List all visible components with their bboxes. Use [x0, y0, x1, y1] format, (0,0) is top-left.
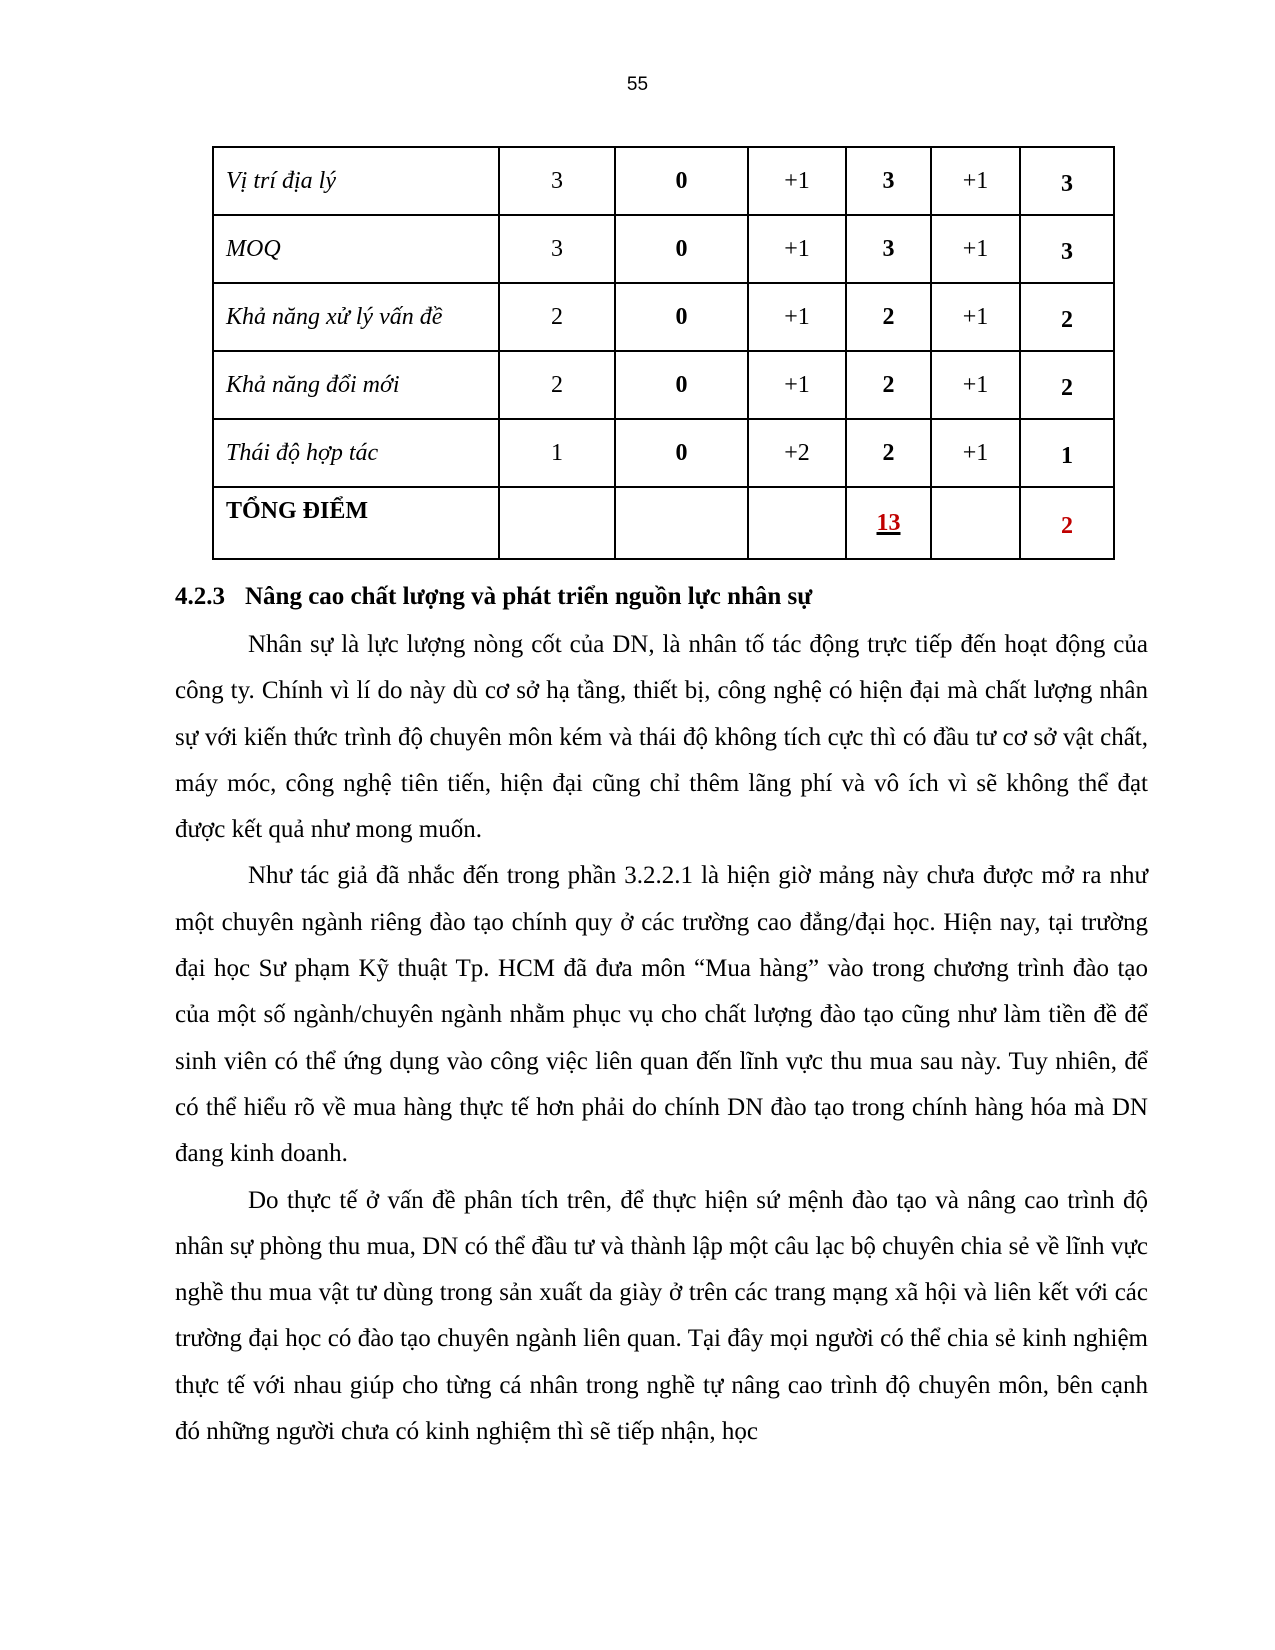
table-cell [499, 487, 615, 559]
table-cell: 2 [846, 283, 931, 351]
table-cell: 3 [846, 215, 931, 283]
table-cell: 0 [615, 283, 748, 351]
table-cell: 1 [1020, 419, 1114, 487]
total-score-cell [846, 487, 931, 559]
table-cell: +1 [931, 215, 1020, 283]
page-number: 55 [626, 74, 649, 95]
table-cell: +1 [748, 147, 846, 215]
table-cell [748, 487, 846, 559]
table-cell: +1 [931, 283, 1020, 351]
table-row [213, 351, 1114, 419]
table-cell: 2 [499, 351, 615, 419]
table-row [213, 419, 1114, 487]
table-cell: 3 [499, 215, 615, 283]
paragraph-2: Như tác giả đã nhắc đến trong phần 3.2.2.1 là hiện giờ mảng này chưa được mở ra như một chuyên ngành riêng đào tạo chính quy ở các trường cao đẳng/đại học. Hiện nay, tại trường đại học Sư phạm Kỹ thuật Tp. HCM đã đưa môn “Mua hàng” vào trong chương trình đào tạo của một số ngành/chuyên ngành nhằm phục vụ cho chất lượng đào tạo cũng như làm tiền đề để sinh viên có thể ứng dụng vào công việc liên quan đến lĩnh vực thu mua sau này. Tuy nhiên, để có thể hiểu rõ về mua hàng thực tế hơn phải do chính DN đào tạo trong chính hàng hóa mà DN đang kinh doanh. [175, 862, 1148, 1168]
section-heading [175, 583, 812, 611]
body-text [175, 622, 1148, 1455]
table-cell: +1 [748, 351, 846, 419]
table-cell [931, 487, 1020, 559]
table-cell: 3 [846, 147, 931, 215]
table-cell: 2 [499, 283, 615, 351]
table-cell: 0 [615, 215, 748, 283]
criterion-cell: MOQ [213, 215, 499, 283]
evaluation-table [212, 146, 1115, 560]
table-cell: 2 [1020, 283, 1114, 351]
table-cell: 2 [846, 351, 931, 419]
table-cell: 3 [499, 147, 615, 215]
table-cell [615, 487, 748, 559]
table-cell: +1 [748, 283, 846, 351]
total-score: 13 [876, 509, 901, 536]
table-cell: +2 [748, 419, 846, 487]
table-cell: +1 [748, 215, 846, 283]
table-cell: 2 [1020, 351, 1114, 419]
table-cell: 2 [846, 419, 931, 487]
total-row [213, 487, 1114, 559]
table-cell: 0 [615, 419, 748, 487]
paragraph-1: Nhân sự là lực lượng nòng cốt của DN, là nhân tố tác động trực tiếp đến hoạt động của công ty. Chính vì lí do này dù cơ sở hạ tầng, thiết bị, công nghệ có hiện đại mà chất lượng nhân sự với kiến thức trình độ chuyên môn kém và thái độ không tích cực thì có đầu tư cơ sở vật chất, máy móc, công nghệ tiên tiến, hiện đại cũng chỉ thêm lãng phí và vô ích vì sẽ không thể đạt được kết quả như mong muốn. [175, 631, 1148, 844]
criterion-cell: Vị trí địa lý [213, 147, 499, 215]
table-cell: +1 [931, 351, 1020, 419]
table-cell: 1 [499, 419, 615, 487]
criterion-cell: Khả năng đổi mới [213, 351, 499, 419]
section-title: Nâng cao chất lượng và phát triển nguồn lực nhân sự [245, 583, 813, 610]
table-cell: 0 [615, 147, 748, 215]
table-row [213, 147, 1114, 215]
table-row [213, 283, 1114, 351]
total-label: TỔNG ĐIỂM [213, 487, 499, 559]
table-cell: +1 [931, 147, 1020, 215]
criterion-cell: Khả năng xử lý vấn đề [213, 283, 499, 351]
table-cell: +1 [931, 419, 1020, 487]
table-cell: 0 [615, 351, 748, 419]
table-row [213, 215, 1114, 283]
table-cell: 3 [1020, 147, 1114, 215]
table-cell: 3 [1020, 215, 1114, 283]
paragraph-3: Do thực tế ở vấn đề phân tích trên, để thực hiện sứ mệnh đào tạo và nâng cao trình độ nhân sự phòng thu mua, DN có thể đầu tư và thành lập một câu lạc bộ chuyên chia sẻ về lĩnh vực nghề thu mua vật tư dùng trong sản xuất da giày ở trên các trang mạng xã hội và liên kết với các trường đại học có đào tạo chuyên ngành liên quan. Tại đây mọi người có thể chia sẻ kinh nghiệm thực tế với nhau giúp cho từng cá nhân trong nghề tự nâng cao trình độ chuyên môn, bên cạnh đó những người chưa có kinh nghiệm thì sẽ tiếp nhận, học [175, 1186, 1148, 1446]
criterion-cell: Thái độ hợp tác [213, 419, 499, 487]
section-number: 4.2.3 [175, 583, 225, 610]
total-last-cell: 2 [1020, 487, 1114, 559]
